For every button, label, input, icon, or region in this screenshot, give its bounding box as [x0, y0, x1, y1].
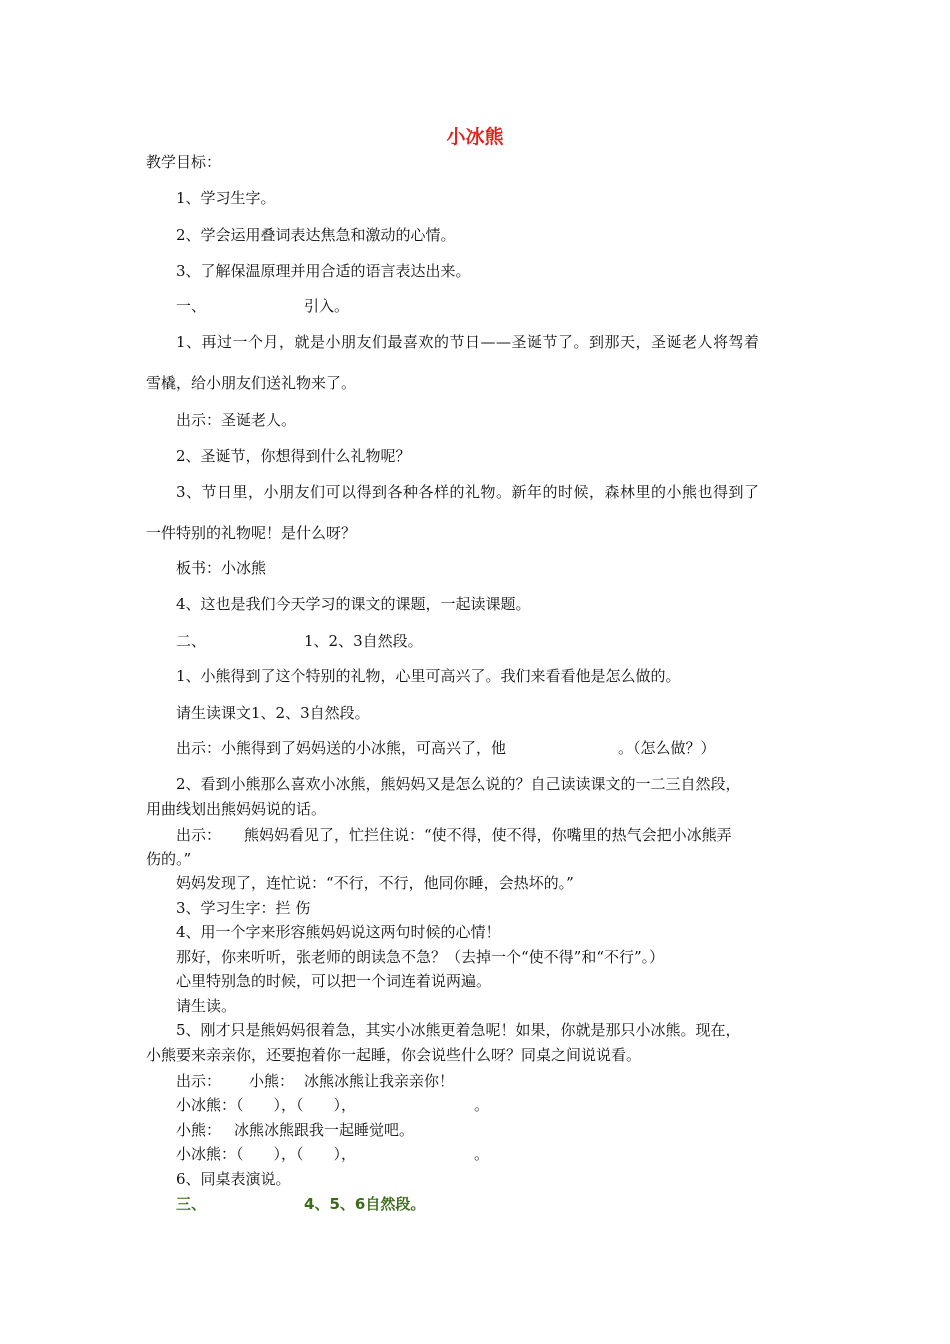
paragraph: 4、这也是我们今天学习的课文的课题，一起读课题。 [176, 595, 531, 613]
section-number: 一、 [176, 297, 207, 315]
section-3-heading [176, 1194, 425, 1214]
paragraph: 请生读。 [176, 997, 237, 1015]
paragraph: 请生读课文1、2、3自然段。 [176, 704, 370, 722]
speaker: 小熊： [249, 1072, 295, 1090]
paragraph: 心里特别急的时候，可以把一个词连着说两遍。 [176, 972, 492, 990]
goal-item: 1、学习生字。 [176, 189, 276, 207]
section-number: 二、 [176, 632, 207, 650]
paragraph: 2、看到小熊那么喜欢小冰熊，熊妈妈又是怎么说的？自己读读课文的一二三自然段， [176, 775, 741, 793]
section-name: 4、5、6自然段。 [304, 1195, 426, 1213]
paragraph: 那好，你来听听，张老师的朗读急不急？（去掉一个“使不得”和“不行”。） [176, 948, 665, 966]
speaker: 小熊： [176, 1121, 222, 1139]
goal-item: 2、学会运用叠词表达焦急和激动的心情。 [176, 226, 456, 244]
dialogue-line [176, 1071, 454, 1091]
show-label: 出示： [176, 826, 222, 844]
section-1-heading [176, 296, 349, 316]
fill-in-sentence [176, 738, 716, 758]
goals-heading: 教学目标： [146, 153, 222, 171]
dialogue-end: 。 [474, 1145, 490, 1163]
section-name: 引入。 [304, 297, 350, 315]
paragraph: 2、圣诞节，你想得到什么礼物呢？ [176, 447, 411, 465]
paragraph: 3、学习生字：拦 伤 [176, 899, 311, 917]
dialogue-end: 。 [474, 1096, 490, 1114]
sentence-start: 出示：小熊得到了妈妈送的小冰熊，可高兴了，他 [176, 739, 507, 757]
section-number: 三、 [176, 1195, 207, 1213]
paragraph: 6、同桌表演说。 [176, 1170, 291, 1188]
dialogue-line [176, 1144, 489, 1164]
document-title: 小冰熊 [446, 126, 504, 148]
dialogue-text: 小冰熊：（ ），（ ）， [176, 1145, 357, 1163]
paragraph-continuation: 小熊要来亲亲你，还要抱着你一起睡，你会说些什么呀？同桌之间说说看。 [146, 1046, 642, 1064]
paragraph: 4、用一个字来形容熊妈妈说这两句时候的心情！ [176, 923, 501, 941]
dialogue-text: 冰熊冰熊跟我一起睡觉吧。 [234, 1121, 415, 1139]
paragraph-continuation: 伤的。” [146, 850, 192, 868]
dialogue-line [176, 1120, 414, 1140]
paragraph-continuation: 一件特别的礼物呢！是什么呀？ [146, 524, 357, 542]
paragraph: 1、再过一个月，就是小朋友们最喜欢的节日——圣诞节了。到那天，圣诞老人将驾着 [176, 333, 760, 351]
dialogue-text: 冰熊冰熊让我亲亲你！ [304, 1072, 455, 1090]
sentence-end: 。（怎么做？） [618, 739, 716, 757]
dialogue-line [176, 1095, 489, 1115]
paragraph: 3、节日里，小朋友们可以得到各种各样的礼物。新年的时候，森林里的小熊也得到了 [176, 483, 760, 501]
quote-line [176, 825, 732, 845]
paragraph-continuation: 雪橇，给小朋友们送礼物来了。 [146, 374, 357, 392]
paragraph: 5、刚才只是熊妈妈很着急，其实小冰熊更着急呢！如果，你就是那只小冰熊。现在， [176, 1021, 741, 1039]
goal-item: 3、了解保温原理并用合适的语言表达出来。 [176, 262, 471, 280]
dialogue-text: 小冰熊：（ ），（ ）， [176, 1096, 357, 1114]
show-label: 出示： [176, 1072, 222, 1090]
section-2-heading [176, 631, 423, 651]
quote-line: 妈妈发现了，连忙说：“不行，不行，他同你睡，会热坏的。” [176, 874, 574, 892]
board-writing: 板书：小冰熊 [176, 559, 267, 577]
paragraph-continuation: 用曲线划出熊妈妈说的话。 [146, 800, 327, 818]
paragraph: 1、小熊得到了这个特别的礼物，心里可高兴了。我们来看看他是怎么做的。 [176, 667, 681, 685]
quote-text: 熊妈妈看见了，忙拦住说：“使不得，使不得，你嘴里的热气会把小冰熊弄 [244, 826, 732, 844]
section-name: 1、2、3自然段。 [304, 632, 423, 650]
paragraph: 出示：圣诞老人。 [176, 411, 297, 429]
